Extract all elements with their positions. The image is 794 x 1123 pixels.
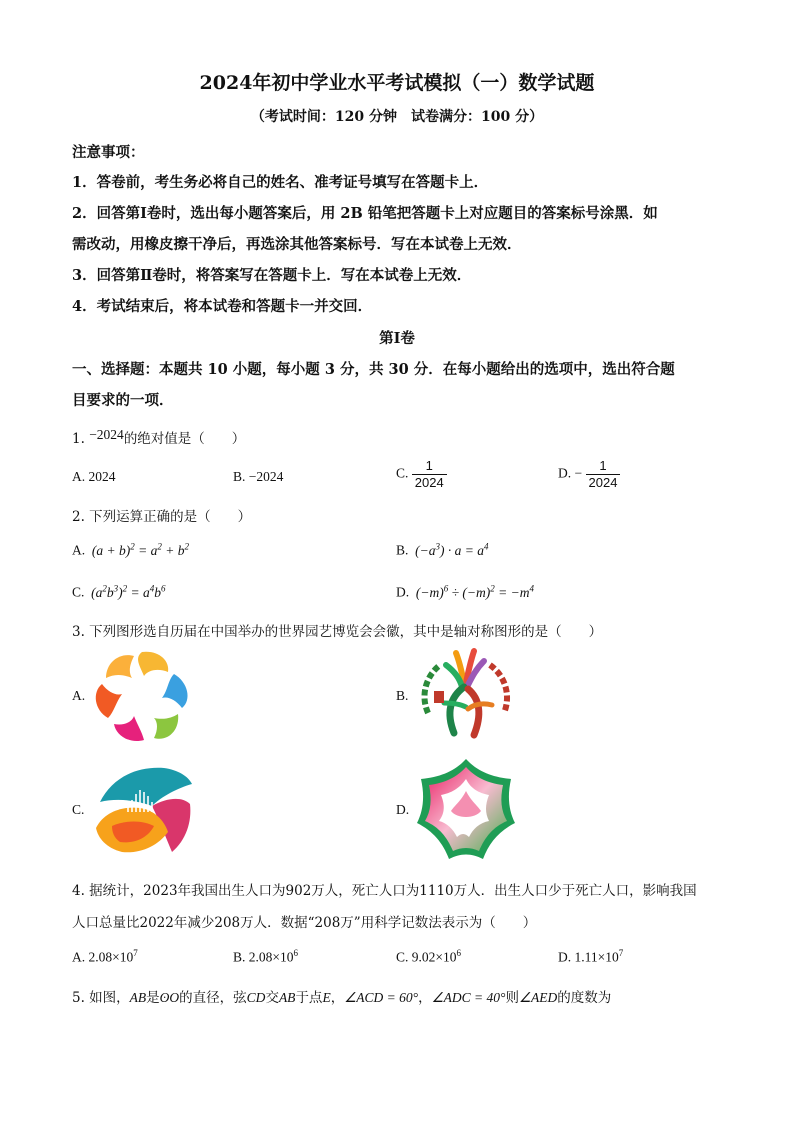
q1-option-c [396, 458, 447, 491]
q1-option-a: A. 2024 [72, 469, 116, 484]
q1-option-b [233, 469, 283, 485]
formula: $(a^2b^3)^2 = a^4b^6$ [87, 583, 166, 600]
question-5-stem [72, 986, 611, 1006]
minus-sign: − [574, 465, 583, 481]
exam-info: （考试时间：120 分钟 试卷满分：100 分） [250, 109, 544, 125]
q2-option-d [396, 583, 534, 601]
q2-option-a [72, 541, 189, 559]
fraction [586, 458, 621, 491]
option-label: D. [396, 584, 410, 600]
option-label: C. [72, 584, 85, 600]
option-label: A. [72, 542, 86, 558]
expo-logo-a-image [88, 644, 196, 746]
section-instruction: 一、选择题：本题共 10 小题，每小题 3 分，共 30 分．在每小题给出的选项中，选出符合题 [72, 361, 675, 378]
question-4-line: 人口总量比2022年减少208万人．数据“208万”用科学记数法表示为（ ） [72, 915, 537, 931]
q5-text: 的度数为 [557, 990, 612, 1006]
note-item: 4．考试结束后，将本试卷和答题卡一并交回． [72, 298, 373, 315]
denominator: 2024 [588, 475, 618, 490]
expo-logo-d-image [415, 757, 517, 861]
q5-text: 5. 如图， [72, 990, 130, 1006]
expo-logo-b-image [410, 643, 520, 745]
option-value: 1.11×10 [574, 949, 619, 965]
q5-text: 是 [146, 990, 160, 1006]
q4-option-b [233, 948, 298, 966]
option-value: 9.02×10 [411, 949, 457, 965]
note-item: 3．回答第Ⅱ卷时，将答案写在答题卡上．写在本试卷上无效． [72, 267, 472, 284]
option-label: B. [396, 542, 409, 558]
q4-option-d [558, 948, 623, 966]
numerator: 1 [412, 458, 447, 475]
option-label: B. [233, 469, 246, 484]
notes-heading: 注意事项： [72, 144, 145, 161]
q5-text: 则 [505, 990, 519, 1006]
page-title: 2024年初中学业水平考试模拟（一）数学试题 [199, 72, 595, 94]
q5-math: ∠ADC = 40° [431, 990, 506, 1005]
exponent: 6 [293, 948, 299, 958]
fraction [412, 458, 447, 491]
question-number: 1. [72, 431, 85, 447]
option-value: −2024 [248, 469, 284, 484]
q2-option-b [396, 541, 488, 559]
option-label: A. [72, 949, 86, 965]
q5-math: ʘO [159, 990, 180, 1005]
q5-math: AB [129, 990, 147, 1005]
q3-option-b-label: B. [396, 688, 409, 703]
question-2-stem: 2. 下列运算正确的是（ ） [72, 509, 252, 525]
q1-expression: −2024 [89, 427, 124, 442]
option-label: C. [396, 949, 409, 965]
option-label: B. [233, 949, 246, 965]
note-item: 需改动，用橡皮擦干净后，再选涂其他答案标号．写在本试卷上无效． [72, 236, 522, 253]
note-item: 2．回答第Ⅰ卷时，选出每小题答案后，用 2B 铅笔把答题卡上对应题目的答案标号涂黑．如 [72, 205, 658, 222]
q5-text: ， [330, 990, 345, 1006]
question-3-stem: 3. 下列图形选自历届在中国举办的世界园艺博览会会徽，其中是轴对称图形的是（ ） [72, 624, 603, 640]
option-label: D. [558, 465, 572, 481]
q5-text: 交 [265, 990, 279, 1006]
formula: $(-a^3) \cdot a = a^4$ [411, 541, 489, 558]
expo-logo-c-image [92, 762, 196, 856]
exponent: 7 [618, 948, 624, 958]
q1-stem-text: 的绝对值是（ ） [123, 431, 246, 447]
option-label: D. [558, 949, 572, 965]
section-instruction: 目要求的一项． [72, 392, 174, 409]
note-item: 1．答卷前，考生务必将自己的姓名、准考证号填写在答题卡上． [72, 174, 489, 191]
q5-text: ， [418, 990, 432, 1006]
q3-option-a-label: A. [72, 688, 86, 703]
question-1-stem [72, 427, 245, 447]
q4-option-a [72, 948, 138, 966]
exponent: 6 [456, 948, 462, 958]
option-value: 2.08×10 [88, 949, 134, 965]
formula: $(a + b)^2 = a^2 + b^2$ [88, 541, 189, 558]
q5-math: AB [278, 990, 296, 1005]
q4-option-c [396, 948, 461, 966]
section-label: 第Ⅰ卷 [379, 330, 415, 347]
q1-option-d [558, 458, 620, 491]
q5-math: CD [246, 990, 266, 1005]
formula: $(-m)^6 \div (-m)^2 = -m^4$ [412, 583, 534, 600]
q3-option-c-label: C. [72, 802, 85, 817]
denominator: 2024 [414, 475, 444, 490]
numerator: 1 [586, 458, 621, 475]
question-4-line: 4. 据统计，2023年我国出生人口为902万人，死亡人口为1110万人．出生人口少于死亡人口，影响我国 [72, 883, 697, 899]
option-label: C. [396, 465, 409, 481]
q5-math: E [322, 990, 331, 1005]
q5-math: ∠ACD = 60° [344, 990, 419, 1005]
q5-text: 的直径，弦 [179, 990, 247, 1006]
q5-math: ∠AED [518, 990, 558, 1005]
q2-option-c [72, 583, 166, 601]
option-value: 2.08×10 [248, 949, 294, 965]
q5-text: 于点 [295, 990, 323, 1006]
q3-option-d-label: D. [396, 802, 410, 817]
exponent: 7 [133, 948, 138, 958]
